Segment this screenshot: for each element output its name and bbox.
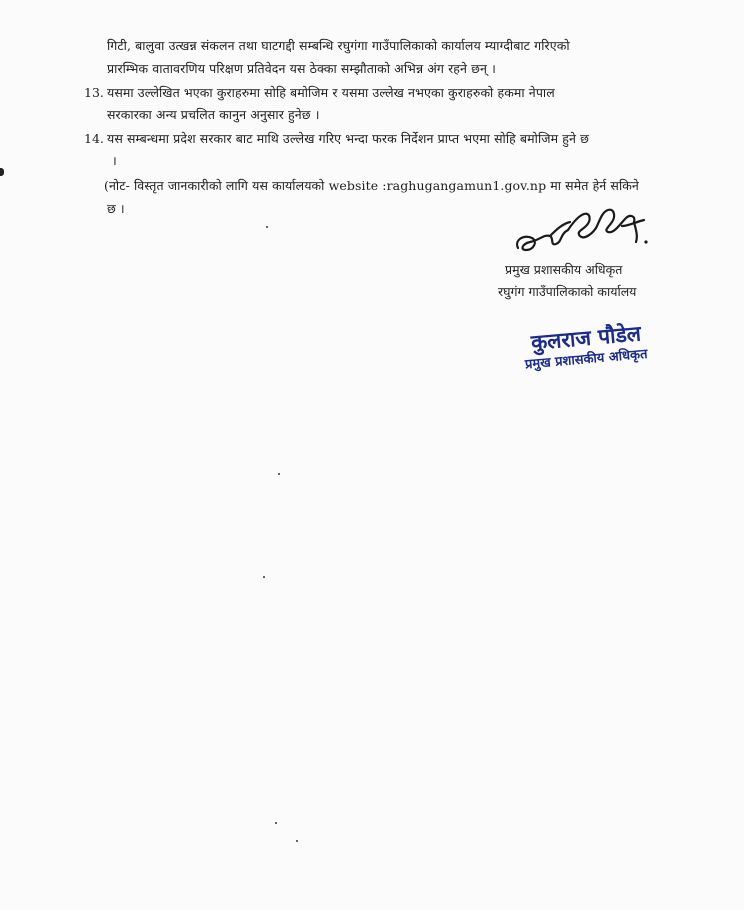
scan-edge-mark (0, 168, 4, 176)
para-12-line-2: प्रारम्भिक वातावरणिय परिक्षण प्रतिवेदन यस ठेक्का सम्झौताको अभिन्न अंग रहने छन् । (107, 61, 496, 76)
para-14-number: 14. (84, 131, 104, 146)
para-12-line-1: गिटी, बालुवा उत्खन्न संकलन तथा घाटगद्दी सम्बन्धि रघुगंगा गाउँपालिकाको कार्यालय म्याग्दीबाट गरिएको (107, 38, 570, 53)
stamp-name: कुलराज पौडेल (530, 321, 642, 355)
note-line-2: छ । (107, 201, 125, 216)
scan-speck (278, 473, 280, 475)
signatory-title: प्रमुख प्रशासकीय अधिकृत (505, 262, 623, 277)
para-13-line-1: यसमा उल्लेखित भएका कुराहरुमा सोहि बमोजिम र यसमा उल्लेख नभएका कुराहरुको हकमा नेपाल (107, 85, 555, 100)
signatory-office: रघुगंग गाउँपालिकाको कार्यालय (498, 284, 637, 299)
scan-speck (275, 822, 277, 824)
scan-speck (296, 840, 298, 842)
para-14-line-1: यस सम्बन्धमा प्रदेश सरकार बाट माथि उल्लेख गरिए भन्दा फरक निर्देशन प्राप्त भएमा सोहि बमोजिम हुने छ (107, 131, 589, 146)
stamp-title: प्रमुख प्रशासकीय अधिकृत (524, 346, 649, 373)
note-line-1: (नोट- विस्तृत जानकारीको लागि यस कार्यालयको website :raghugangamun1.gov.np मा समेत हेर्न सकिने (104, 178, 639, 193)
scan-speck (266, 226, 268, 228)
official-stamp (524, 320, 649, 374)
scan-speck (263, 576, 265, 578)
para-14-line-2: । (112, 153, 117, 168)
para-13-number: 13. (84, 85, 104, 100)
handwritten-signature (510, 200, 660, 260)
para-13-line-2: सरकारका अन्य प्रचलित कानुन अनुसार हुनेछ । (107, 107, 320, 122)
